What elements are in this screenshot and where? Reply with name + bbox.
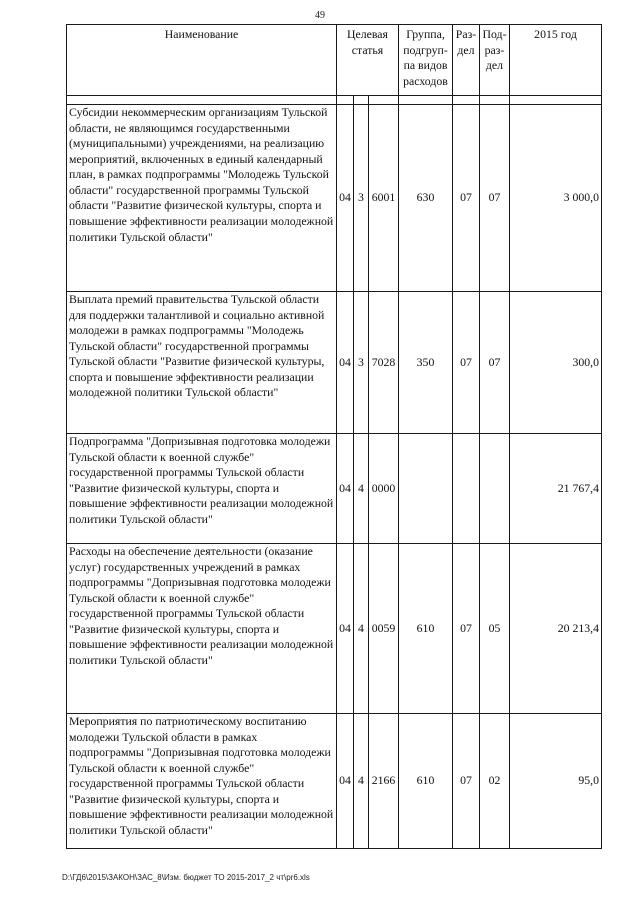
cell-section: 07 [453,544,480,714]
cell-ts3: 6001 [369,105,399,292]
table-row [67,714,602,849]
cell-amount: 21 767,4 [510,434,602,544]
cell-subsection: 05 [480,544,510,714]
cell-section [453,434,480,544]
table-row [67,544,602,714]
cell-ts3: 0000 [369,434,399,544]
header-year: 2015 год [510,25,602,96]
cell-ts1: 04 [337,544,354,714]
cell-ts1: 04 [337,714,354,849]
cell-subsection: 02 [480,714,510,849]
cell-section: 07 [453,292,480,434]
spacer-row [67,96,602,105]
cell-name: Расходы на обеспечение деятельности (оказание услуг) государственных учреждений в рамках подпрограммы "Допризывная подготовка молодежи Тульской области к военной службе" государственной программы Тульской области "Развитие физической культуры, спорта и повышение эффективности реализации молодежной политики Тульской области" [67,544,337,714]
header-target-article: Целевая статья [337,25,399,96]
header-section: Раз-дел [453,25,480,96]
cell-ts2: 3 [354,105,369,292]
cell-ts1: 04 [337,434,354,544]
header-group: Группа, подгруп-па видов расходов [399,25,453,96]
budget-table [66,24,602,849]
cell-ts1: 04 [337,292,354,434]
cell-group: 610 [399,714,453,849]
cell-subsection [480,434,510,544]
cell-ts3: 2166 [369,714,399,849]
table-row [67,292,602,434]
cell-group: 350 [399,292,453,434]
cell-ts3: 0059 [369,544,399,714]
header-row [67,25,602,96]
cell-section: 07 [453,105,480,292]
cell-name: Подпрограмма "Допризывная подготовка молодежи Тульской области к военной службе" государственной программы Тульской области "Развитие физической культуры, спорта и повышение эффективности реализации молодежной политики Тульской области" [67,434,337,544]
file-path-footer: D:\ГД6\2015\ЗАКОН\ЗАС_8\Изм. бюджет ТО 2015-2017_2 чт\pr6.xls [62,873,310,882]
cell-group: 610 [399,544,453,714]
cell-group: 630 [399,105,453,292]
header-subsection: Под-раз-дел [480,25,510,96]
cell-amount: 300,0 [510,292,602,434]
cell-ts2: 4 [354,434,369,544]
cell-section: 07 [453,714,480,849]
cell-group [399,434,453,544]
cell-amount: 20 213,4 [510,544,602,714]
cell-amount: 95,0 [510,714,602,849]
cell-ts3: 7028 [369,292,399,434]
cell-subsection: 07 [480,105,510,292]
cell-ts2: 4 [354,544,369,714]
cell-ts2: 4 [354,714,369,849]
cell-name: Субсидии некоммерческим организациям Тульской области, не являющимся государственными (муниципальными) учреждениями, на реализацию мероприятий, включенных в единый календарный план, в рамках подпрограммы "Молодежь Тульской области" государственной программы Тульской области "Развитие физической культуры, спорта и повышение эффективности реализации молодежной политики Тульской области" [67,105,337,292]
cell-ts1: 04 [337,105,354,292]
table-row [67,105,602,292]
header-name: Наименование [67,25,337,96]
cell-name: Выплата премий правительства Тульской области для поддержки талантливой и социально активной молодежи в рамках подпрограммы "Молодежь Тульской области" государственной программы Тульской области "Развитие физической культуры, спорта и повышение эффективности реализации молодежной политики Тульской области" [67,292,337,434]
cell-ts2: 3 [354,292,369,434]
cell-subsection: 07 [480,292,510,434]
cell-amount: 3 000,0 [510,105,602,292]
page-number: 49 [315,10,325,21]
cell-name: Мероприятия по патриотическому воспитанию молодежи Тульской области в рамках подпрограммы "Допризывная подготовка молодежи Тульской области к военной службе" государственной программы Тульской области "Развитие физической культуры, спорта и повышение эффективности реализации молодежной политики Тульской области" [67,714,337,849]
table-row [67,434,602,544]
